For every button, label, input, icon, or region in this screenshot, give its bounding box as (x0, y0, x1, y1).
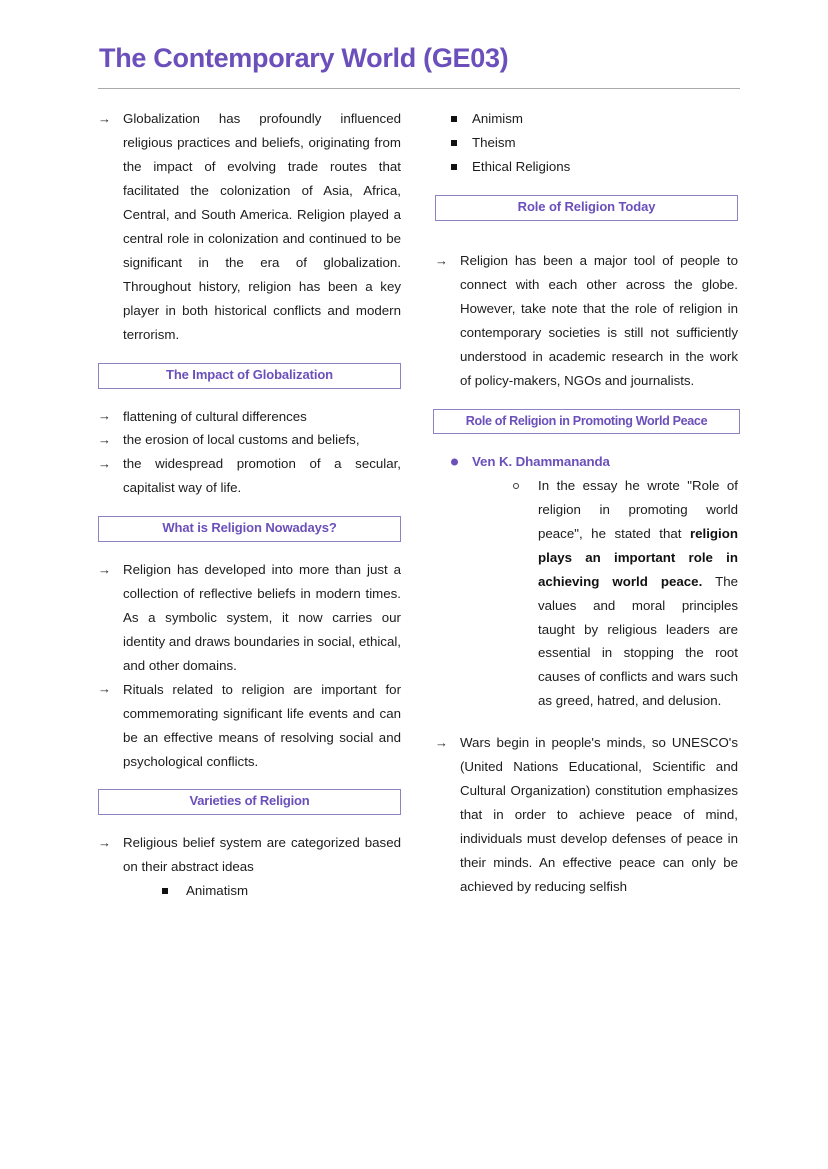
list-item-author (435, 450, 738, 474)
arrow-icon: → (435, 734, 448, 750)
arrow-icon: → (435, 252, 448, 268)
list-item (435, 131, 738, 155)
list-item (98, 879, 401, 903)
hollow-circle-bullet-icon (513, 483, 519, 489)
section-header-varieties-of-religion: Varieties of Religion (98, 789, 401, 815)
intro-list (98, 107, 401, 346)
list-item (98, 831, 401, 879)
list-item-text: Animism (472, 111, 523, 127)
section-header-role-of-religion-today: Role of Religion Today (435, 195, 738, 221)
paragraph-text: Wars begin in people's minds, so UNESCO's (United Nations Educational, Scientific and Cultural Organization) constitution emphasizes that in order to achieve peace of mind, individuals must develop defenses of peace in their minds. An effective peace can only be achieved by reducing selfish (460, 735, 738, 894)
title-divider (98, 88, 740, 89)
role-today-list (435, 249, 738, 393)
list-item-essay (435, 474, 738, 713)
list-item-text: Religious belief system are categorized based on their abstract ideas (123, 835, 401, 875)
varieties-sublist-left (98, 879, 401, 903)
list-item-text: the widespread promotion of a secular, capitalist way of life. (123, 456, 401, 496)
list-item (435, 107, 738, 131)
arrow-icon: → (98, 561, 111, 577)
square-bullet-icon (162, 888, 168, 894)
impact-list (98, 405, 401, 501)
list-item-text: Ethical Religions (472, 159, 571, 175)
nowadays-list (98, 558, 401, 773)
essay-text-part1: In the essay he wrote "Role of religion in promoting world peace", he stated that (538, 478, 738, 541)
varieties-list (98, 831, 401, 879)
world-peace-closing-list (435, 731, 738, 898)
left-column (98, 107, 401, 903)
author-name: Ven K. Dhammananda (472, 454, 610, 470)
square-bullet-icon (451, 116, 457, 122)
list-item-text: flattening of cultural differences (123, 408, 307, 424)
essay-text-part2: The values and moral principles taught by religious leaders are essential in stopping the root causes of conflicts and wars such as greed, hatred, and delusion. (538, 573, 738, 709)
list-item-text: Theism (472, 135, 516, 151)
arrow-icon: → (98, 455, 111, 471)
section-header-role-of-religion-in-promoting-world-peace: Role of Religion in Promoting World Peace (433, 409, 740, 434)
list-item (98, 107, 401, 346)
page-title: The Contemporary World (GE03) (99, 43, 509, 73)
arrow-icon: → (98, 431, 111, 447)
right-column (435, 107, 738, 898)
spacer (435, 237, 738, 249)
dot-bullet-icon (451, 459, 458, 466)
arrow-icon: → (98, 408, 111, 424)
list-item (435, 155, 738, 179)
list-item (435, 249, 738, 393)
square-bullet-icon (451, 164, 457, 170)
paragraph-text: Globalization has profoundly influenced religious practices and beliefs, originating from the impact of evolving trade routes that facilitated the colonization of Asia, Africa, Central, and South America. Religion played a central role in colonization and continued to be significant in the era of globalization. Throughout history, religion has been a key player in both historical conflicts and modern terrorism. (123, 111, 401, 342)
spacer (435, 713, 738, 731)
world-peace-list (435, 450, 738, 713)
section-header-impact-of-globalization: The Impact of Globalization (98, 363, 401, 389)
list-item (435, 731, 738, 898)
arrow-icon: → (98, 834, 111, 850)
square-bullet-icon (451, 140, 457, 146)
list-item (98, 678, 401, 774)
arrow-icon: → (98, 110, 111, 126)
paragraph-text: Religion has been a major tool of people to connect with each other across the globe. However, take note that the role of religion in contemporary societies is still not sufficiently understood in academic research in the work of policy-makers, NGOs and journalists. (460, 253, 738, 388)
list-item-text: Religion has developed into more than just a collection of reflective beliefs in modern times. As a symbolic system, it now carries our identity and draws boundaries in social, ethical, and other domains. (123, 562, 401, 673)
essay-text-bold: religion plays an important role in achieving world peace. (538, 525, 738, 589)
list-item (98, 452, 401, 500)
arrow-icon: → (98, 681, 111, 697)
varieties-sublist-right (435, 107, 738, 179)
list-item-text: Rituals related to religion are important for commemorating significant life events and can be an effective means of resolving social and psychological conflicts. (123, 681, 401, 769)
list-item-text: the erosion of local customs and beliefs, (123, 432, 360, 448)
list-item (98, 558, 401, 678)
two-column-body (98, 107, 740, 903)
list-item (98, 428, 401, 452)
list-item-text: Animatism (186, 883, 249, 899)
section-header-what-is-religion-nowadays: What is Religion Nowadays? (98, 516, 401, 542)
list-item (98, 405, 401, 429)
